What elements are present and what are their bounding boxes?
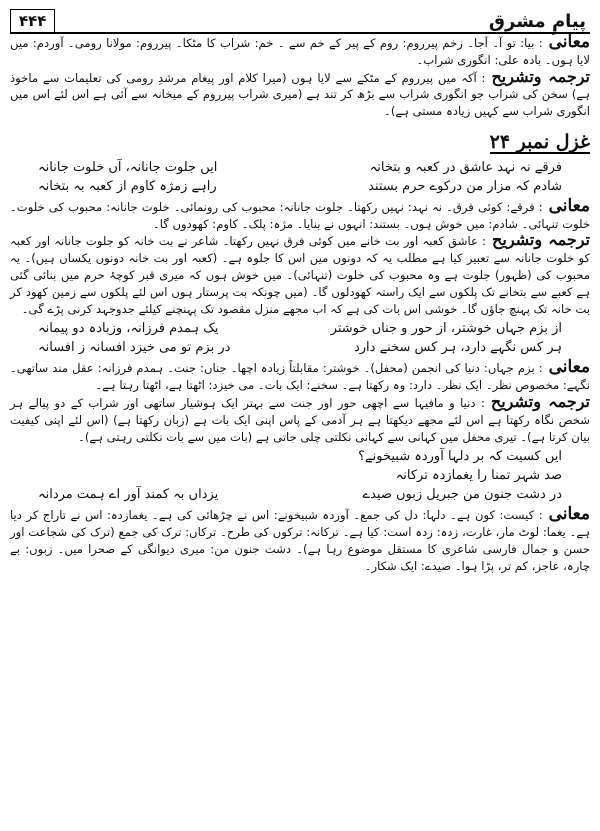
maani-paragraph-2: [10, 195, 590, 233]
tarjuma-label: ترجمہ وتشریح: [492, 230, 591, 250]
couplet-3: [10, 447, 590, 504]
tarjuma-paragraph-3: [10, 391, 590, 445]
maani-label: معانی: [548, 504, 590, 525]
tarjuma-text-1: : آکہ میں پیرروم کے مٹکے سے لایا ہوں (میرا کلام اور پیغام مرشدِ رومی کی تعلیمات سے ماخوذ ہے) سخن کی شراب جو انگوری شراب سے بڑھ کر تند ہے (میری شراب پیرروم کے میخانہ سے آئی ہے اس لئے اس میں انگوری شراب سے کہیں زیادہ مستی ہے)۔: [10, 70, 590, 119]
tarjuma-label: ترجمہ وتشریح: [491, 66, 590, 86]
verse-line: [10, 319, 590, 338]
book-title: پیامِ مشرق: [488, 11, 586, 32]
verse-hemistich: در دشت جنون من جبریل زبوں صیدے: [362, 487, 562, 503]
verse-hemistich: ہر کس نگہے دارد، ہر کس سخنے دارد: [353, 340, 562, 356]
maani-text-2: : فرقے: کوئی فرق۔ نہ نہد: نہیں رکھتا۔ جلوت جانانہ: محبوب کی رونمائی۔ خلوت جانانہ: محبوب کی خلوت۔ خلوت تنہائی۔ شادم: میں خوش ہوں۔ بستند: انہوں نے بنایا۔ مژہ: پلک۔ کاوم: کھودوں گا۔: [10, 199, 590, 231]
verse-hemistich: از بزم جہاں خوشتر، از حور و جناں خوشتر: [330, 321, 562, 337]
verse-line: [10, 338, 590, 357]
maani-label: معانی: [548, 195, 590, 216]
maani-paragraph-4: [10, 506, 590, 574]
verse-line: صد شہر تمنا را یغمازدہ ترکانہ: [395, 468, 562, 484]
verse-hemistich: یزداں بہ کمند آور اے ہمت مردانہ: [38, 487, 219, 503]
maani-text-3: : بزم جہاں: دنیا کی انجمن (محفل)۔ خوشتر: مقابلتاً زیادہ اچھا۔ جناں: جنت۔ ہمدم فرزانہ: عقل مند ساتھی۔ نگہے: مخصوص نظر۔ ایک نظر۔ دارد: وہ رکھتا ہے۔ سخنے: ایک بات۔ می خیزد: اٹھتا ہے، اٹھتا رہتا ہے۔: [10, 361, 590, 393]
verse-hemistich: یک ہمدم فرزانہ، وزبادہ دو پیمانہ: [38, 321, 219, 337]
page-body: [10, 34, 590, 575]
verse-hemistich: فرقے نہ نہد عاشق در کعبہ و بتخانہ: [369, 159, 562, 175]
tarjuma-label: ترجمہ وتشریح: [490, 391, 590, 411]
page-header: [10, 6, 590, 34]
couplet-1: [10, 158, 590, 196]
ghazal-heading: غزل نمبر ۲۴: [489, 130, 590, 153]
tarjuma-text-3: : دنیا و مافیہا سے اچھی حور اور جنت سے بہتر ایک ہوشیار ساتھی اور شراب کے دو پیالے ہر شخص نگاہ رکھتا ہے اس لئے مجھے دیکھتا ہے ہر آدمی کے پاس اپنی ایک بات ہے (زبان رکھتا ہے) (اس لئے اپنی کیفیت بیان کرتا ہے)۔ تیری محفل میں کہانی سے کہانی نکلتی چلی جاتی ہے (بات میں سے بات نکلتی رہتی ہے)۔: [10, 395, 590, 444]
verse-hemistich: راہے زمژہ کاوم از کعبہ بہ بتخانہ: [38, 178, 217, 194]
verse-line: ایں کسیت کہ بر دلہا آوردہ شبیخونے؟: [358, 449, 562, 465]
maani-paragraph-1: [10, 34, 590, 69]
maani-text-1: : بیا: تو آ۔ آجا۔ زخم پیرروم: روم کے پیر کے خم سے ۔ خم: شراب کا مٹکا۔ پیرروم: مولانا رومی۔ آوردم: میں لایا ہوں۔ بادہ علی: انگوری شراب۔: [10, 36, 590, 67]
verse-hemistich: در بزم تو می خیزد افسانہ ز افسانہ: [38, 340, 231, 356]
verse-line: [10, 177, 590, 196]
maani-label: معانی: [548, 357, 590, 378]
verse-line: [10, 158, 590, 177]
couplet-2: [10, 319, 590, 357]
verse-hemistich: ایں جلوت جانانہ، آں خلوت جانانہ: [38, 159, 218, 175]
tarjuma-paragraph-2: [10, 232, 590, 317]
maani-label: معانی: [548, 32, 590, 52]
maani-text-4: : کیست: کون ہے۔ دلہا: دل کی جمع۔ آوردہ شبیخونے: اس نے چڑھائی کی ہے۔ یغمازدہ: اس نے تاراج کر دیا ہے۔ یغما: لوٹ مار، غارت، زدہ: زدہ است: کیا ہے۔ ترکانہ: ترکوں کی طرح۔ ترکاں: ترک کی جمع (ترک کی شجاعت اور حسن و جمال فارسی شاعری کا مستقل موضوع رہا ہے)۔ دشت جنون من: میری دیوانگی کے صحرا میں۔ زبوں: بے چارہ، عاجز، کم تر، پڑا ہوا۔ صیدے: ایک شکار۔: [10, 508, 590, 573]
maani-paragraph-3: [10, 359, 590, 394]
tarjuma-paragraph-1: [10, 66, 590, 120]
page-number: ۴۴۴: [10, 9, 55, 32]
tarjuma-text-2: : عاشق کعبہ اور بت خانے میں کوئی فرق نہیں رکھتا۔ شاعر نے بت خانہ کو جلوت جانانہ اور کعبہ کو خلوت جانانہ سے تعبیر کیا ہے مطلب یہ کہ دونوں میں اس کا جلوہ ہے۔ (کعبہ اور بت خانہ دونوں یکساں ہیں)۔ یہ محبوب کی (ظہور) جلوت ہے وہ محبوب کی خلوت (تنہائی)۔ میں خوش ہوں کہ میری قبر کوچۂ حرم میں بنائی گئی ہے کعبے سے بتخانے تک پلکوں سے ایک راستہ کھودلوں گا۔ (میں چونکہ بت پرستار ہوں اس لئے پلکوں سے زمین کھود کر بت خانہ تک پہنچ جاؤں گا۔ خوشی اس بات کی ہے کہ اب مجھے منزل مقصود تک پہنچنے کیلئے جدوجہد کرنی پڑے گی۔: [10, 234, 590, 316]
verse-hemistich: شادم کہ مزار من درکوے حرم بستند: [368, 178, 562, 194]
verse-line: [10, 485, 590, 504]
